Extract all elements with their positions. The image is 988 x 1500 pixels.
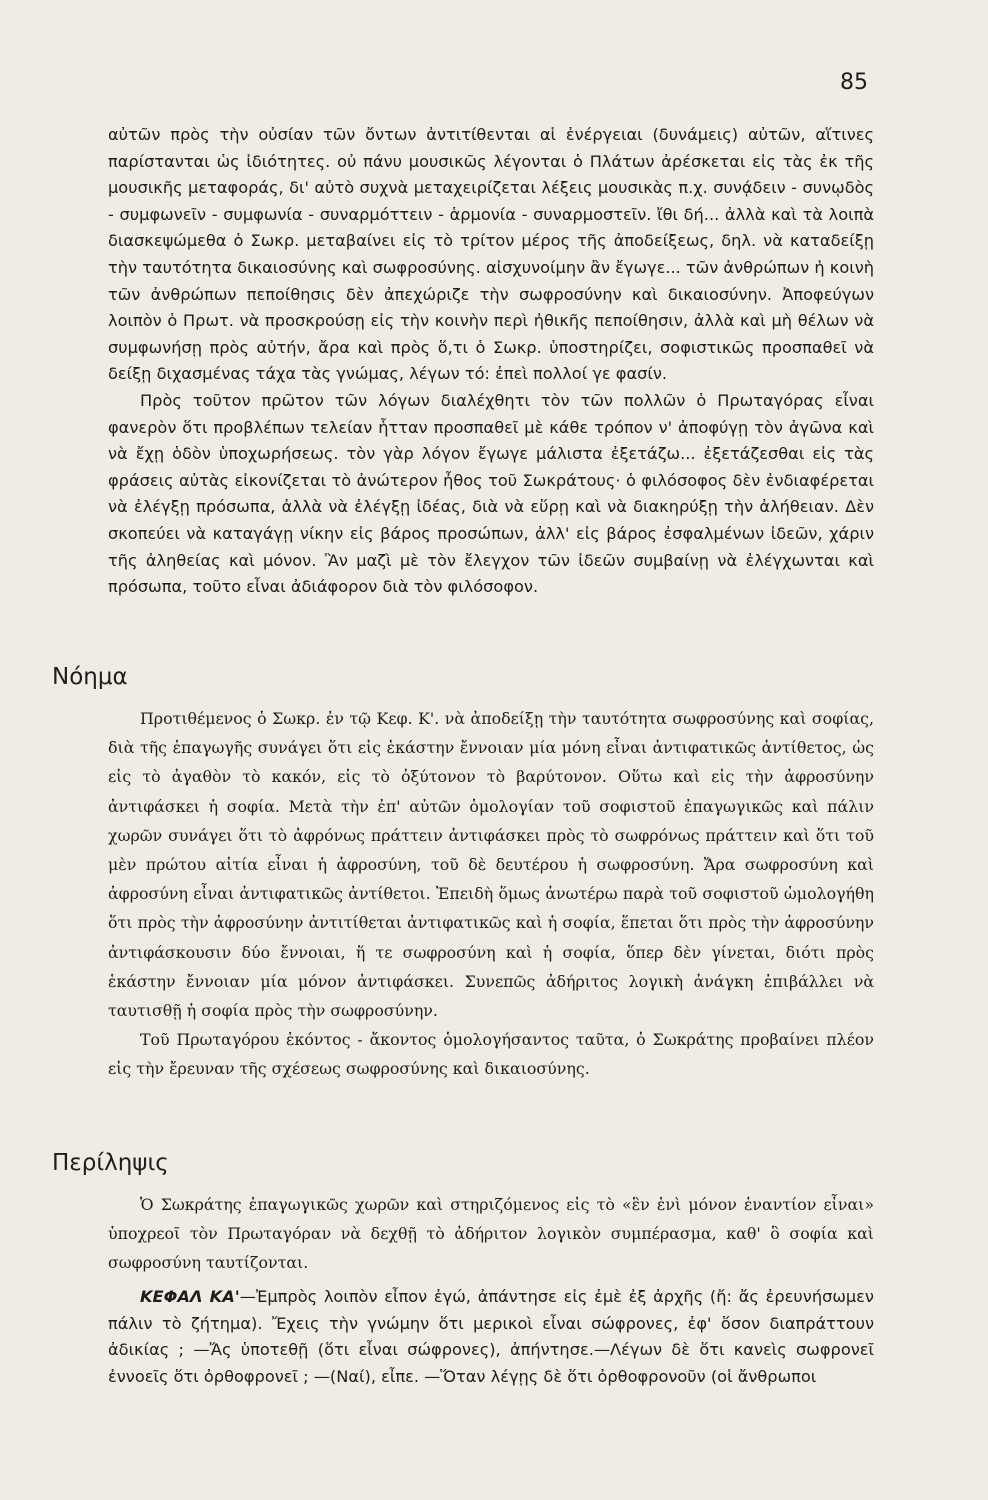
summary-paragraph: Ὁ Σωκράτης ἐπαγωγικῶς χωρῶν καὶ στηριζόμενος εἰς τὸ «ἓν ἑνὶ μόνον ἐναντίον εἶναι» ὑποχρεοῖ τὸν Πρωταγόραν νὰ δεχθῇ τὸ ἀδήριτον λογικὸν συμπέρασμα, καθ' ὃ σοφία καὶ σωφροσύνη ταυτίζονται. — [108, 1195, 874, 1273]
chapter-label: ΚΕΦΑΛ ΚΑ' — [140, 1287, 240, 1306]
section-heading-meaning: Νόημα — [52, 664, 128, 690]
meaning-section — [108, 704, 874, 1084]
chapter-translation — [108, 1284, 874, 1390]
meaning-paragraph-2: Τοῦ Πρωταγόρου ἑκόντος - ἄκοντος ὁμολογήσαντος ταῦτα, ὁ Σωκράτης προβαίνει πλέον εἰς τὴν ἔρευναν τῆς σχέσεως σωφροσύνης καὶ δικαιοσύνης. — [108, 1030, 874, 1079]
section-heading-summary: Περίληψις — [52, 1150, 169, 1176]
chapter-text: —Ἐμπρὸς λοιπὸν εἶπον ἐγώ, ἀπάντησε εἰς ἐμὲ ἐξ ἀρχῆς (ἤ: ἄς ἐρευνήσωμεν πάλιν τὸ ζήτημα). Ἔχεις τὴν γνώμην ὅτι μερικοὶ εἶναι σώφρονες, ἐφ' ὅσον διαπράττουν ἀδικίας ; —Ἄς ὑποτεθῇ (ὅτι εἶναι σώφρονες), ἀπήντησε.—Λέγων δὲ ὅτι κανεὶς σωφρονεῖ ἐννοεῖς ὅτι ὀρθοφρονεῖ ; —(Ναί), εἶπε. —Ὅταν λέγῃς δὲ ὅτι ὀρθοφρονοῦν (οἱ ἄνθρωποι — [108, 1287, 874, 1386]
chapter-paragraph — [108, 1284, 874, 1390]
summary-section — [108, 1190, 874, 1278]
commentary-paragraph-2: Πρὸς τοῦτον πρῶτον τῶν λόγων διαλέχθητι τὸν τῶν πολλῶν ὁ Πρωταγόρας εἶναι φανερὸν ὅτι προβλέπων τελείαν ἧτταν προσπαθεῖ μὲ κάθε τρόπον ν' ἀποφύγῃ τὸν ἀγῶνα καὶ νὰ ἔχῃ ὁδὸν ὑποχωρήσεως. τὸν γὰρ λόγον ἔγωγε μάλιστα ἐξετάζω... ἐξετάζεσθαι εἰς τὰς φράσεις αὐτὰς εἰκονίζεται τὸ ἀνώτερον ἦθος τοῦ Σωκράτους· ὁ φιλόσοφος δὲν ἐνδιαφέρεται νὰ ἐλέγξῃ πρόσωπα, ἀλλὰ νὰ ἐλέγξῃ ἰδέας, διὰ νὰ εὕρῃ καὶ νὰ διακηρύξῃ τὴν ἀλήθειαν. Δὲν σκοπεύει νὰ καταγάγῃ νίκην εἰς βάρος προσώπων, ἀλλ' εἰς βάρος ἐσφαλμένων ἰδεῶν, χάριν τῆς ἀληθείας καὶ μόνον. Ἂν μαζὶ μὲ τὸν ἔλεγχον τῶν ἰδεῶν συμβαίνῃ νὰ ἐλέγχωνται καὶ πρόσωπα, τοῦτο εἶναι ἀδιάφορον διὰ τὸν φιλόσοφον. — [108, 390, 874, 597]
commentary-notes — [108, 122, 874, 601]
meaning-paragraph-1: Προτιθέμενος ὁ Σωκρ. ἐν τῷ Κεφ. Κ'. νὰ ἀποδείξῃ τὴν ταυτότητα σωφροσύνης καὶ σοφίας, διὰ τῆς ἐπαγωγῆς συνάγει ὅτι εἰς ἑκάστην ἔννοιαν μία μόνη εἶναι ἀντιφατικῶς ἀντίθετος, ὡς εἰς τὸ ἀγαθὸν τὸ κακόν, εἰς τὸ ὀξύτονον τὸ βαρύτονον. Οὕτω καὶ εἰς τὴν ἀφροσύνην ἀντιφάσκει ἡ σοφία. Μετὰ τὴν ἐπ' αὐτῶν ὁμολογίαν τοῦ σοφιστοῦ ἐπαγωγικῶς καὶ πάλιν χωρῶν συνάγει ὅτι τὸ ἀφρόνως πράττειν ἀντιφάσκει πρὸς τὸ σωφρόνως πράττειν καὶ ὅτι τοῦ μὲν πρώτου αἰτία εἶναι ἡ ἀφροσύνη, τοῦ δὲ δευτέρου ἡ σωφροσύνη. Ἄρα σωφροσύνη καὶ ἀφροσύνη εἶναι ἀντιφατικῶς ἀντίθετοι. Ἐπειδὴ ὅμως ἀνωτέρω παρὰ τοῦ σοφιστοῦ ὡμολογήθη ὅτι πρὸς τὴν ἀφροσύνην ἀντιτίθεται ἀντιφατικῶς καὶ ἡ σοφία, ἕπεται ὅτι πρὸς τὴν ἀφροσύνην ἀντιφάσκουσιν δύο ἔννοιαι, ἥ τε σωφροσύνη καὶ ἡ σοφία, ὅπερ δὲν γίνεται, διότι πρὸς ἑκάστην ἔννοιαν μία μόνον ἀντιφάσκει. Συνεπῶς ἀδήριτος λογικὴ ἀνάγκη ἐπιβάλλει νὰ ταυτισθῇ ἡ σοφία πρὸς τὴν σωφροσύνην. — [108, 709, 874, 1021]
page-number: 85 — [840, 70, 868, 95]
commentary-paragraph-1: αὐτῶν πρὸς τὴν οὐσίαν τῶν ὄντων ἀντιτίθενται αἱ ἐνέργειαι (δυνάμεις) αὐτῶν, αἵτινες παρίστανται ὡς ἰδιότητες. οὐ πάνυ μουσικῶς λέγονται ὁ Πλάτων ἀρέσκεται εἰς τὰς ἐκ τῆς μουσικῆς μεταφοράς, δι' αὐτὸ συχνὰ μεταχειρίζεται λέξεις μουσικὰς π.χ. συνᾴδειν - συνῳδὸς - συμφωνεῖν - συμφωνία - συναρμόττειν - ἁρμονία - συναρμοστεῖν. ἴθι δή... ἀλλὰ καὶ τὰ λοιπὰ διασκεψώμεθα ὁ Σωκρ. μεταβαίνει εἰς τὸ τρίτον μέρος τῆς ἀποδείξεως, δηλ. νὰ καταδείξῃ τὴν ταυτότητα δικαιοσύνης καὶ σωφροσύνης. αἰσχυνοίμην ἂν ἔγωγε... τῶν ἀνθρώπων ἡ κοινὴ τῶν ἀνθρώπων πεποίθησις δὲν ἀπεχώριζε τὴν σωφροσύνην καὶ δικαιοσύνην. Ἀποφεύγων λοιπὸν ὁ Πρωτ. νὰ προσκρούσῃ εἰς τὴν κοινὴν περὶ ἠθικῆς πεποίθησιν, ἀλλὰ καὶ μὴ θέλων νὰ συμφωνήσῃ πρὸς αὐτήν, ἄρα καὶ πρὸς ὅ,τι ὁ Σωκρ. ὑποστηρίζει, σοφιστικῶς προσπαθεῖ νὰ δείξῃ διχασμένας τάχα τὰς γνώμας, λέγων τό: ἐπεὶ πολλοί γε φασίν. — [108, 125, 874, 384]
